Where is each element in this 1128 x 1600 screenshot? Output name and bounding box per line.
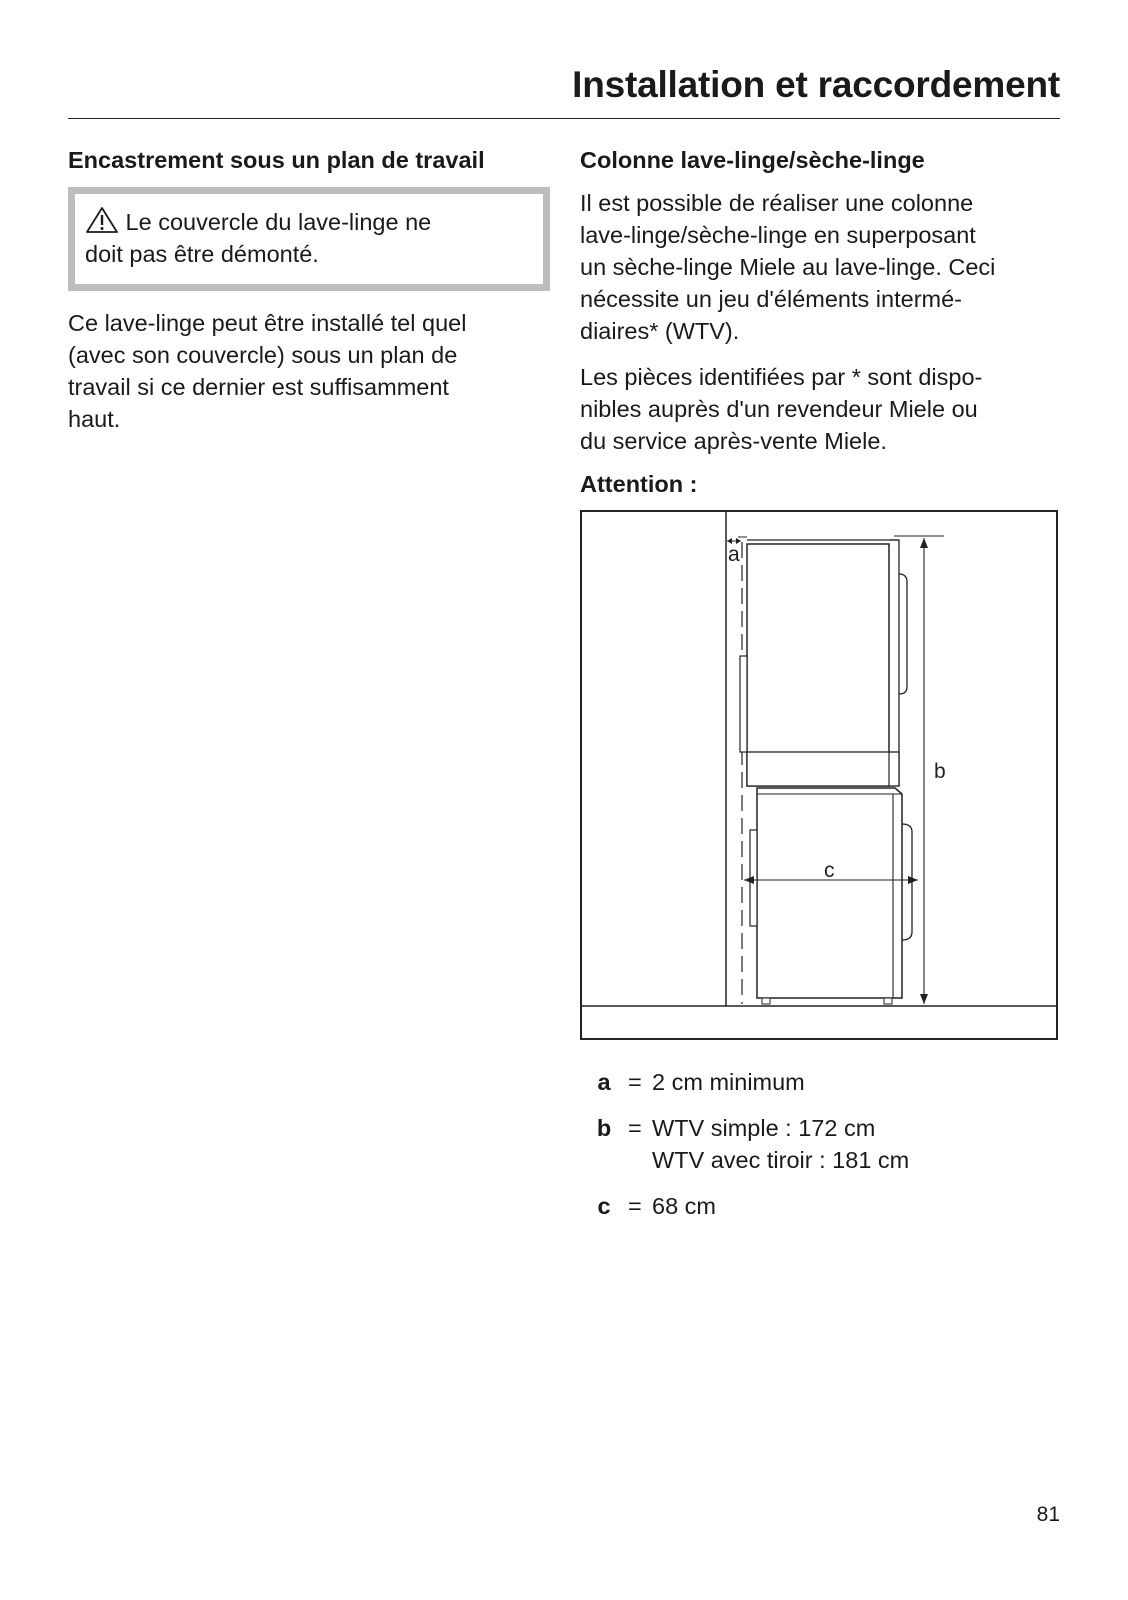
text-line: Ce lave-linge peut être installé tel quel (68, 309, 467, 336)
stack-paragraph-2 (580, 361, 1070, 457)
text-line: un sèche-linge Miele au lave-linge. Ceci (580, 253, 996, 280)
text-line: diaires* (WTV). (580, 317, 740, 344)
legend-row-c (580, 1190, 1070, 1222)
left-column (68, 145, 548, 449)
stack-dimension-diagram (580, 510, 1058, 1040)
right-column (580, 145, 1070, 1236)
diagram-svg (582, 512, 1056, 1038)
legend-line: WTV simple : 172 cm (652, 1115, 876, 1142)
text-line: nécessite un jeu d'éléments intermé- (580, 285, 962, 312)
dimension-legend (580, 1066, 1070, 1222)
legend-value (652, 1066, 805, 1098)
legend-row-b (580, 1112, 1070, 1176)
legend-value (652, 1112, 909, 1176)
dryer-unit (740, 540, 907, 786)
title-rule (68, 118, 1060, 119)
legend-line: 68 cm (652, 1193, 716, 1220)
built-in-paragraph (68, 307, 548, 435)
legend-line: WTV avec tiroir : 181 cm (652, 1147, 910, 1174)
page-title: Installation et raccordement (572, 64, 1060, 105)
page-number: 81 (1036, 1503, 1060, 1526)
text-line: (avec son couvercle) sous un plan de (68, 341, 458, 368)
legend-value (652, 1190, 716, 1222)
legend-row-a (580, 1066, 1070, 1098)
stack-paragraph-1 (580, 187, 1070, 347)
text-line: lave-linge/sèche-linge en superposant (580, 221, 976, 248)
washer-unit (750, 788, 912, 1004)
section-heading-built-in: Encastrement sous un plan de travail (68, 147, 485, 173)
attention-heading: Attention : (580, 470, 698, 497)
text-line: haut. (68, 405, 121, 432)
legend-equals: = (628, 1115, 642, 1142)
legend-line: 2 cm minimum (652, 1069, 805, 1096)
section-heading-stack: Colonne lave-linge/sèche-linge (580, 147, 925, 173)
warning-triangle-icon (85, 206, 119, 234)
legend-equals: = (628, 1069, 642, 1096)
text-line: Il est possible de réaliser une colonne (580, 189, 974, 216)
legend-key: c (597, 1193, 611, 1220)
label-c: c (824, 859, 835, 883)
label-a: a (728, 543, 740, 567)
text-line: Les pièces identifiées par * sont dispo- (580, 363, 983, 390)
label-b: b (934, 760, 946, 784)
text-line: du service après-vente Miele. (580, 427, 887, 454)
warning-text-line1: Le couvercle du lave-linge ne (125, 208, 432, 235)
text-line: travail si ce dernier est suffisamment (68, 373, 449, 400)
legend-key: a (597, 1069, 611, 1096)
warning-text-line2: doit pas être démonté. (85, 240, 319, 267)
text-line: nibles auprès d'un revendeur Miele ou (580, 395, 978, 422)
warning-box (68, 187, 550, 291)
legend-key: b (596, 1115, 612, 1142)
legend-equals: = (628, 1193, 642, 1220)
